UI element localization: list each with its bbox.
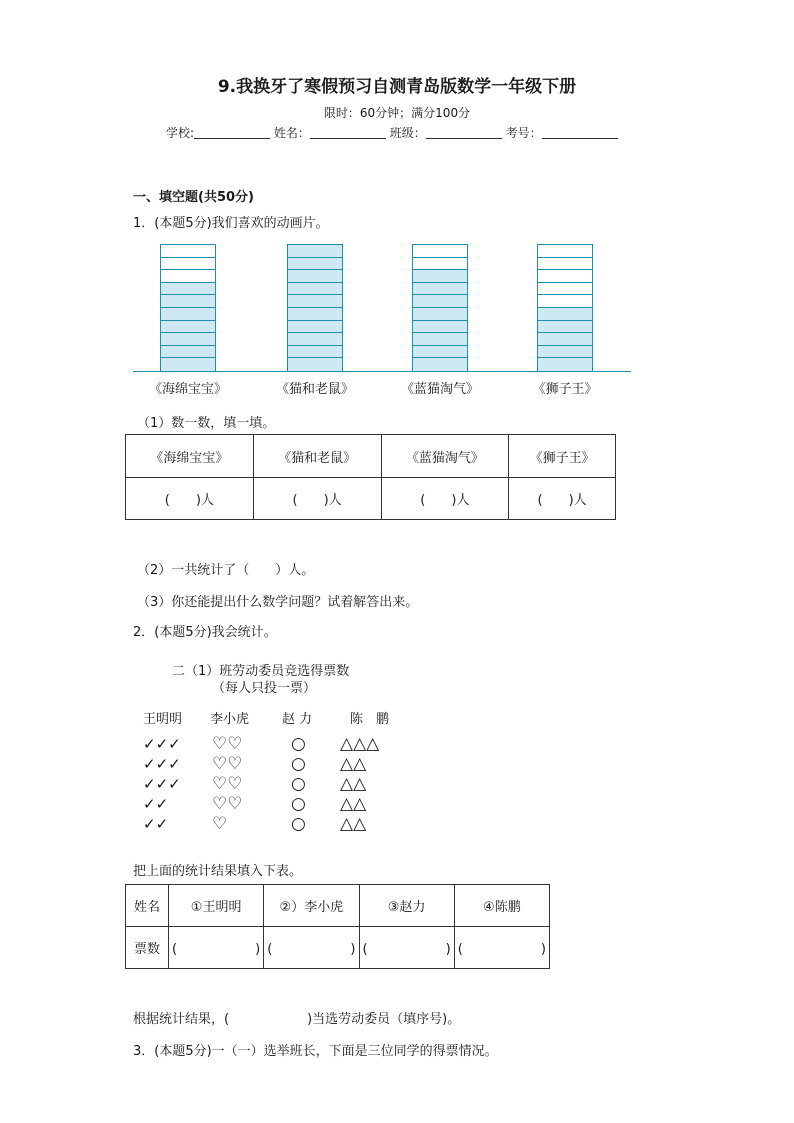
bar-3: [412, 244, 468, 372]
name-label: 姓名：: [273, 126, 310, 140]
q1-part1: （1）数一数，填一填。: [137, 416, 276, 431]
class-blank[interactable]: [426, 126, 502, 139]
q2-prompt: 2．(本题5分)我会统计。: [133, 625, 277, 640]
bar-cell: [161, 346, 215, 359]
bar-cell: [538, 245, 592, 258]
bar-cell: [161, 283, 215, 296]
q2-votes-1[interactable]: ( ): [169, 927, 264, 969]
q1-answer-4[interactable]: ( )人: [509, 478, 616, 520]
q2-votes-4[interactable]: ( ): [454, 927, 549, 969]
check-icon-row: ✓✓✓: [143, 775, 181, 793]
bar-cell: [413, 245, 467, 258]
q1-header-1: 《海绵宝宝》: [126, 435, 254, 478]
bar-label-4: 《狮子王》: [532, 382, 598, 397]
bar-1: [160, 244, 216, 372]
exam-number-blank[interactable]: [542, 126, 618, 139]
bar-label-1: 《海绵宝宝》: [148, 382, 227, 397]
triangle-icon-row: △△: [340, 814, 367, 834]
bar-cell: [538, 258, 592, 271]
q2-name-4: ④陈鹏: [454, 885, 549, 927]
chart-baseline: [133, 371, 631, 372]
triangle-icon-row: △△: [340, 774, 367, 794]
heart-icon-row: ♡♡: [212, 734, 243, 754]
candidate-li: 李小虎: [210, 712, 250, 727]
bar-label-3: 《蓝猫淘气》: [400, 382, 479, 397]
bar-4: [537, 244, 593, 372]
bar-cell: [538, 346, 592, 359]
q1-header-2: 《猫和老鼠》: [253, 435, 381, 478]
triangle-icon-row: △△: [340, 754, 367, 774]
bar-cell: [538, 295, 592, 308]
q2-name-3: ③赵力: [359, 885, 454, 927]
q1-header-4: 《狮子王》: [509, 435, 616, 478]
q1-part2: （2）一共统计了（ ）人。: [137, 563, 315, 578]
bar-label-2: 《猫和老鼠》: [275, 382, 354, 397]
q2-name-2: ②）李小虎: [264, 885, 359, 927]
bar-cell: [538, 283, 592, 296]
heart-icon-row: ♡♡: [212, 774, 243, 794]
circle-icon-row: ○: [291, 754, 306, 774]
bar-cell: [538, 321, 592, 334]
bar-cell: [288, 245, 342, 258]
bar-cell: [413, 283, 467, 296]
bar-cell: [161, 333, 215, 346]
tally-wang: [143, 734, 181, 834]
bar-cell: [538, 308, 592, 321]
triangle-icon-row: △△: [340, 794, 367, 814]
circle-icon-row: ○: [291, 774, 306, 794]
circle-icon-row: ○: [291, 734, 306, 754]
tally-chen: [340, 734, 379, 834]
check-icon-row: ✓✓: [143, 795, 169, 813]
tally-zhao: [291, 734, 306, 834]
circle-icon-row: ○: [291, 814, 306, 834]
bar-cell: [288, 333, 342, 346]
bar-cell: [413, 358, 467, 371]
heart-icon-row: ♡: [212, 814, 228, 834]
bar-cell: [538, 270, 592, 283]
q3-prompt: 3．(本题5分)一（一）选举班长，下面是三位同学的得票情况。: [133, 1044, 498, 1059]
bar-cell: [161, 321, 215, 334]
bar-cell: [413, 308, 467, 321]
section-heading-fill-blank: 一、填空题(共50分): [133, 190, 254, 205]
q2-votes-2[interactable]: ( ): [264, 927, 359, 969]
q1-answer-3[interactable]: ( )人: [381, 478, 509, 520]
candidate-zhao: 赵 力: [282, 712, 313, 727]
bar-cell: [413, 258, 467, 271]
bar-cell: [413, 333, 467, 346]
bar-cell: [288, 321, 342, 334]
page-title: 9.我换牙了寒假预习自测青岛版数学一年级下册: [217, 77, 577, 97]
bar-cell: [413, 346, 467, 359]
bar-cell: [413, 321, 467, 334]
triangle-icon-row: △△△: [340, 734, 380, 754]
exam-limits: 限时：60分钟；满分100分: [323, 106, 471, 120]
bar-cell: [161, 258, 215, 271]
q2-chart-subtitle: （每人只投一票）: [212, 681, 317, 696]
bar-cell: [288, 270, 342, 283]
q2-name-1: ①王明明: [169, 885, 264, 927]
bar-cell: [161, 245, 215, 258]
q2-votes-header: 票数: [126, 927, 169, 969]
bar-cell: [161, 308, 215, 321]
q1-answer-2[interactable]: ( )人: [253, 478, 381, 520]
q2-conclusion: 根据统计结果，( )当选劳动委员（填序号)。: [133, 1012, 461, 1027]
bar-cell: [288, 358, 342, 371]
bar-cell: [288, 346, 342, 359]
bar-cell: [161, 358, 215, 371]
q1-prompt: 1．(本题5分)我们喜欢的动画片。: [133, 216, 329, 231]
check-icon-row: ✓✓✓: [143, 735, 181, 753]
q2-votes-3[interactable]: ( ): [359, 927, 454, 969]
heart-icon-row: ♡♡: [212, 754, 243, 774]
check-icon-row: ✓✓: [143, 815, 169, 833]
student-info-line: [166, 124, 618, 141]
q2-table: [125, 884, 550, 969]
bar-cell: [288, 283, 342, 296]
bar-cell: [161, 270, 215, 283]
bar-2: [287, 244, 343, 372]
candidate-wang: 王明明: [143, 712, 183, 727]
heart-icon-row: ♡♡: [212, 794, 243, 814]
bar-cell: [161, 295, 215, 308]
check-icon-row: ✓✓✓: [143, 755, 181, 773]
q2-name-header: 姓名: [126, 885, 169, 927]
class-label: 班级：: [389, 126, 426, 140]
name-blank[interactable]: [310, 126, 386, 139]
q1-table: [125, 434, 616, 520]
bar-cell: [413, 270, 467, 283]
tally-li: [212, 734, 242, 834]
exam-number-label: 考号：: [505, 126, 542, 140]
q2-instruction: 把上面的统计结果填入下表。: [133, 864, 303, 879]
bar-cell: [538, 333, 592, 346]
bar-cell: [288, 295, 342, 308]
candidate-chen: 陈 鹏: [350, 712, 390, 727]
bar-cell: [413, 295, 467, 308]
q1-header-3: 《蓝猫淘气》: [381, 435, 509, 478]
school-label: 学校:: [166, 126, 195, 140]
q1-answer-1[interactable]: ( )人: [126, 478, 254, 520]
circle-icon-row: ○: [291, 794, 306, 814]
q1-part3: （3）你还能提出什么数学问题？试着解答出来。: [137, 595, 419, 610]
bar-cell: [538, 358, 592, 371]
bar-cell: [288, 258, 342, 271]
bar-cell: [288, 308, 342, 321]
school-blank[interactable]: [194, 126, 270, 139]
q2-chart-title: 二（1）班劳动委员竞选得票数: [172, 664, 350, 679]
